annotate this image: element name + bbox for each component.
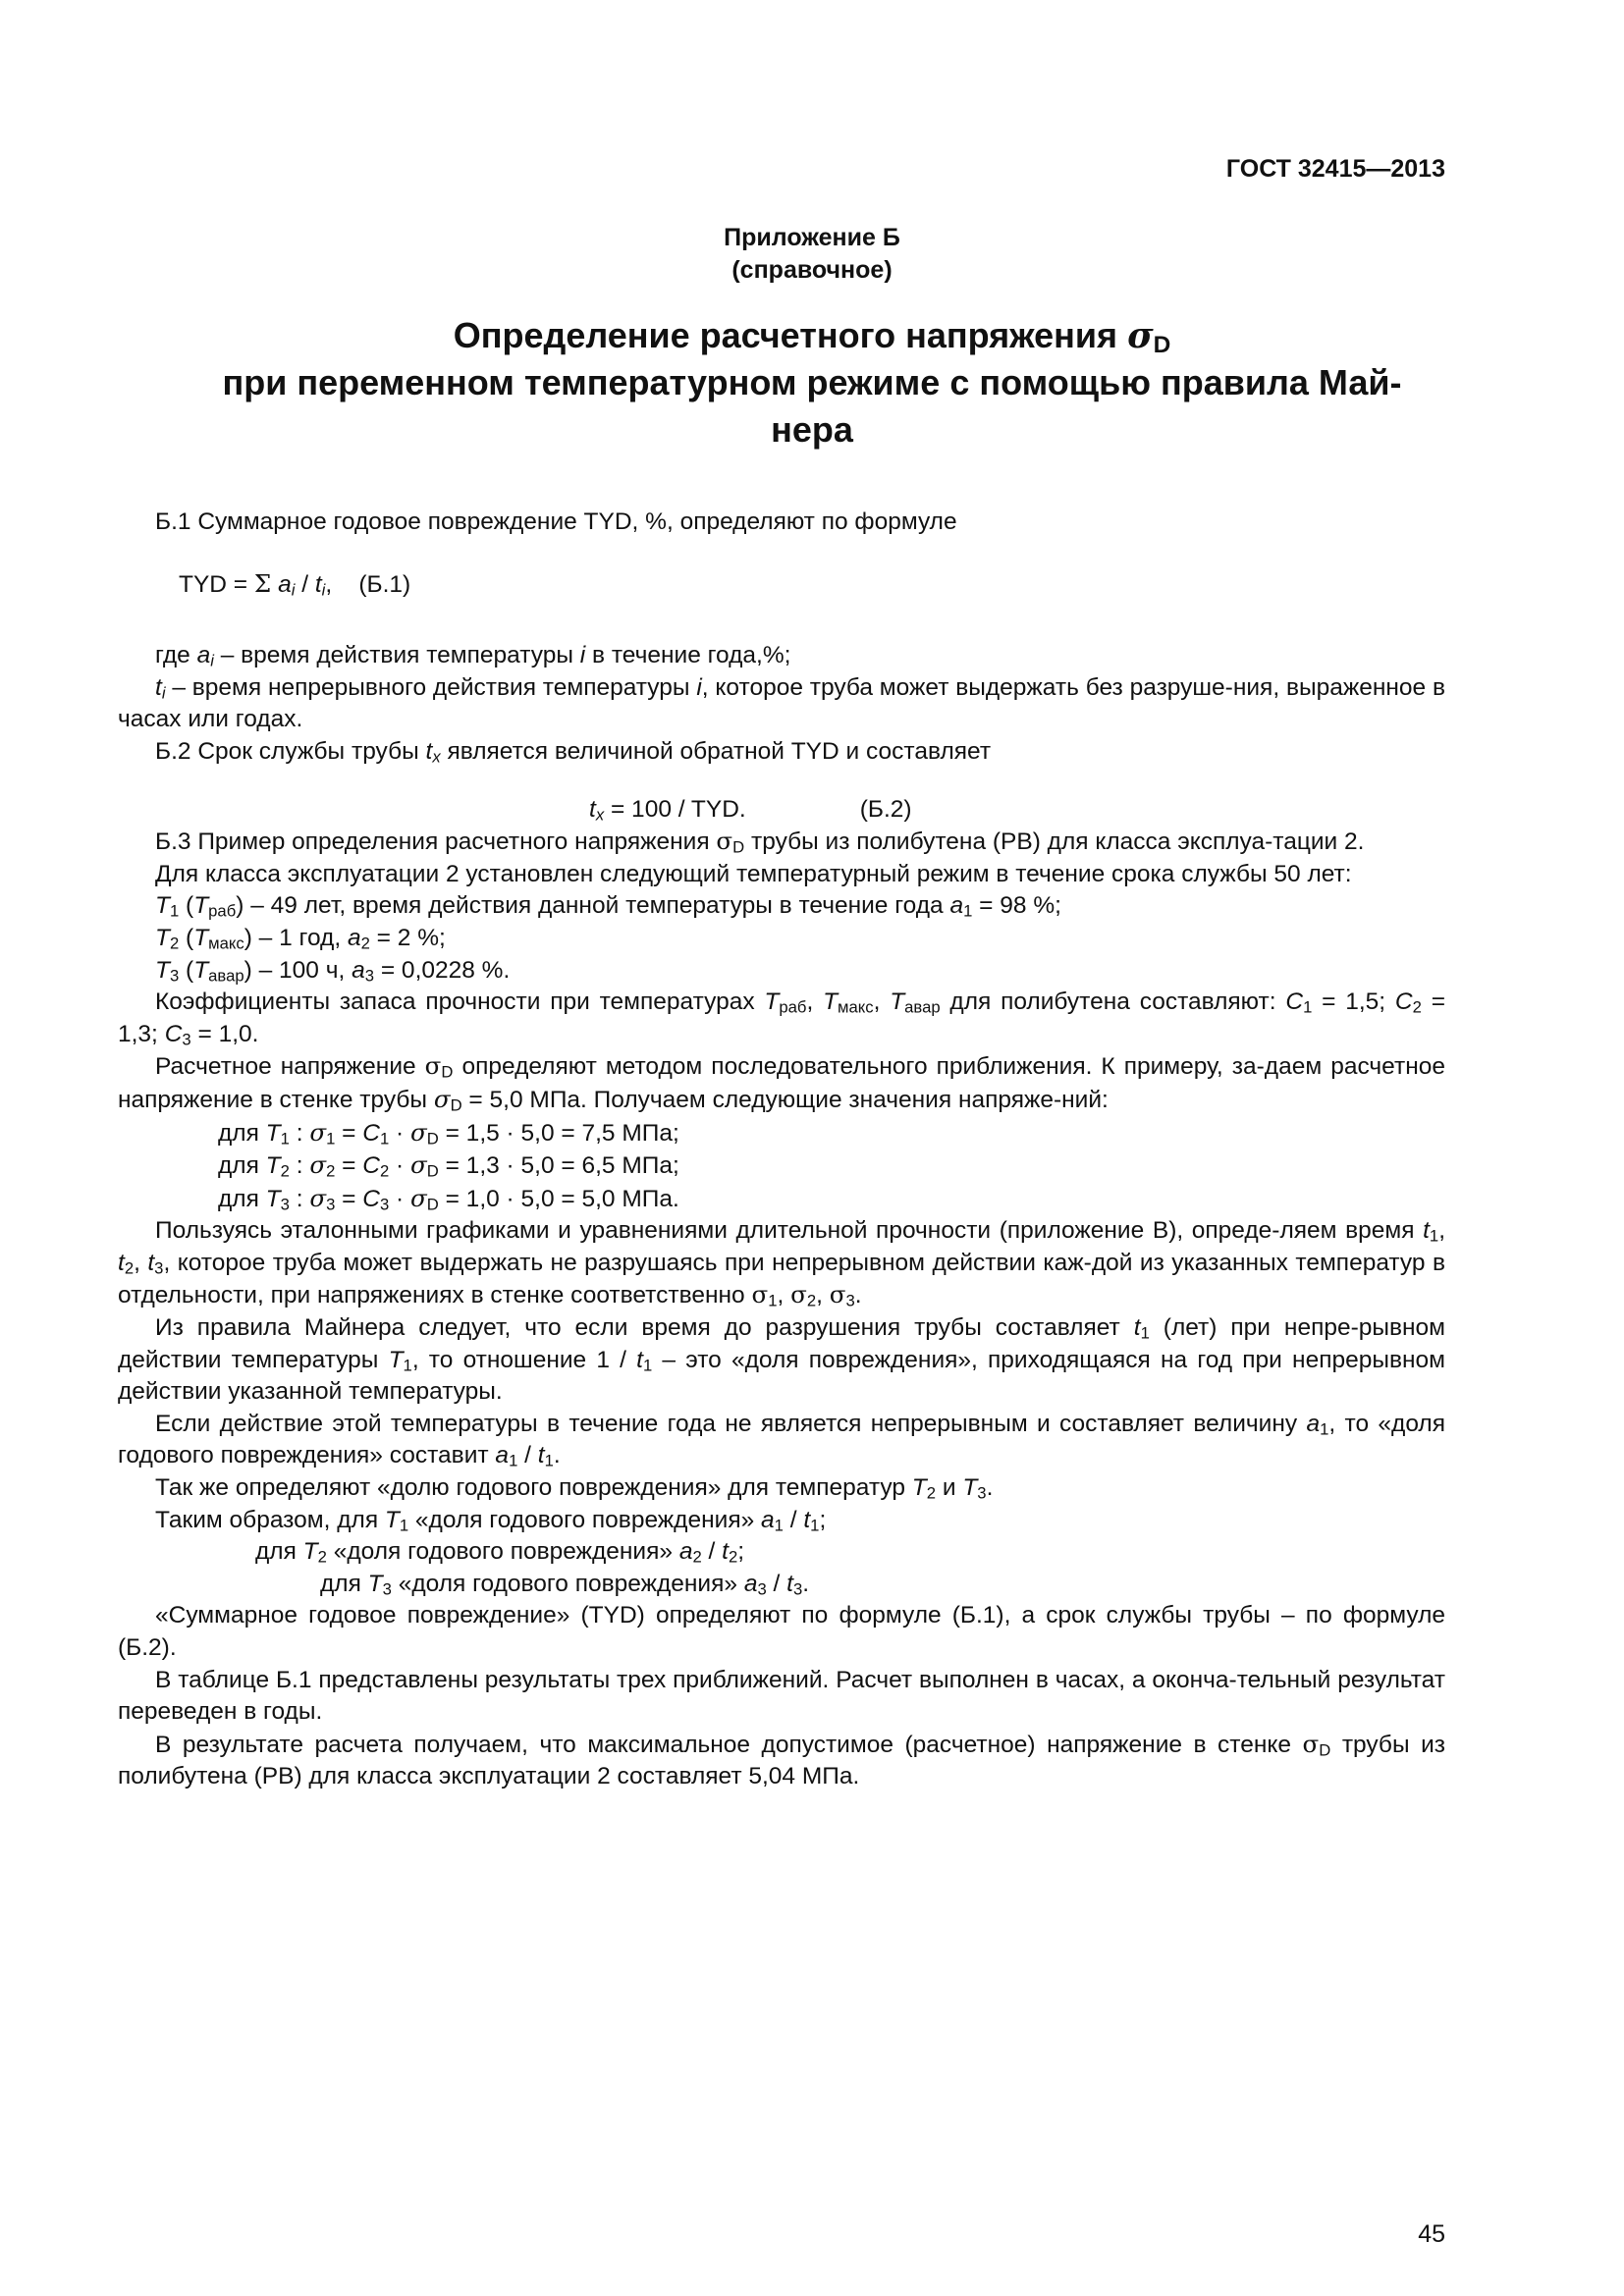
document-code: ГОСТ 32415—2013 — [1225, 155, 1445, 183]
formula-b1: TYD = Σ $a_i / t_i$, (Б.1) — [179, 568, 411, 599]
paragraph-coefficients: Коэффициенты запаса прочности при температурах $T_{раб}$, $T_{макс}$, $T_{авар}$ для полибутена составляют: $C_1 = 1,5$; $C_2 = 1,3$; $C_3 = 1,0$. — [118, 988, 1446, 1049]
where-a: где $a_i$ – время действия температуры i в течение года,%; — [155, 642, 791, 670]
sigma-2-line: для $T_2$ : $\sigma_2 = C_2 \cdot \sigma_D = 1,3 \cdot 5,0 = 6,5$ МПа; — [218, 1150, 679, 1181]
formula-b2: $t_x = 100$ / TYD. (Б.2) — [589, 795, 912, 824]
sigma-1-line: для $T_1$ : $\sigma_1 = C_1 \cdot \sigma_D = 1,5 \cdot 5,0 = 7,5$ МПа; — [218, 1117, 679, 1148]
paragraph-approximation: Расчетное напряжение $\sigma_D$ определяют методом последовательного приближения. К примеру, за-даем расчетное напряжение в стенке трубы $\sigma_D = 5,0$ МПа. Получаем следующие значения напряже-ний: — [118, 1051, 1446, 1115]
share-t3: для $T_3$ «доля годового повреждения» $a_3 / t_3$. — [320, 1570, 810, 1599]
where-t: $t_i$ – время непрерывного действия температуры i, которое труба может выдержать без разруше-ния, выраженное в часах или годах. — [118, 673, 1445, 733]
page-number: 45 — [1418, 2220, 1445, 2248]
appendix-label: Приложение Б — [724, 224, 900, 251]
temp-t1: $T_1$ $(T_{раб}) - 49$ лет, время действия данной температуры в течение года $a_1 = 98$ %; — [155, 892, 1061, 921]
document-body — [118, 507, 1445, 1793]
paragraph-noncontinuous: Если действие этой температуры в течение года не является непрерывным и составляет величину $a_1$, то «доля годового повреждения» составит $a_1 / t_1$. — [118, 1410, 1445, 1470]
paragraph-sum: «Суммарное годовое повреждение» (TYD) определяют по формуле (Б.1), а срок службы трубы – по формуле (Б.2). — [118, 1602, 1445, 1661]
temp-t2: $T_2$ $(T_{макс}) - 1$ год, $a_2 = 2$ %; — [155, 924, 446, 953]
paragraph-same: Так же определяют «долю годового повреждения» для температур $T_2$ и $T_3$. — [155, 1474, 994, 1503]
title-line-2: при переменном температурном режиме с помощью правила Май- — [222, 362, 1402, 402]
paragraph-b2: Б.2 Срок службы трубы $t_x$ является величиной обратной TYD и составляет — [155, 737, 992, 767]
appendix-kind: (справочное) — [731, 256, 893, 284]
temp-t3: $T_3$ $(T_{авар}) - 100$ ч, $a_3 = 0,0228$ %. — [155, 956, 511, 985]
paragraph-b3: Б.3 Пример определения расчетного напряжения $\sigma_D$ трубы из полибутена (PB) для класса эксплуа-тации 2. — [155, 827, 1365, 857]
share-t2: для $T_2$ «доля годового повреждения» $a_2 / t_2$; — [255, 1538, 745, 1567]
paragraph-table: В таблице Б.1 представлены результаты трех приближений. Расчет выполнен в часах, а оконча-тельный результат переведен в годы. — [118, 1666, 1445, 1726]
main-title — [108, 312, 1516, 454]
paragraph-miner: Из правила Майнера следует, что если время до разрушения трубы составляет $t_1$ (лет) при непре-рывном действии температуры $T_1$, то отношение $1 / t_1$ – это «доля повреждения», приходящаяся на год при непрерывном действии указанной температуры. — [118, 1314, 1445, 1406]
paragraph-class2: Для класса эксплуатации 2 установлен следующий температурный режим в течение срока службы 50 лет: — [155, 860, 1352, 887]
title-line-3: нера — [771, 409, 853, 450]
appendix-heading — [0, 222, 1624, 287]
paragraph-b1: Б.1 Суммарное годовое повреждение TYD, %, определяют по формуле — [155, 508, 957, 535]
paragraph-result: В результате расчета получаем, что максимальное допустимое (расчетное) напряжение в стенке $\sigma_D$ трубы из полибутена (PB) для класса эксплуатации 2 составляет 5,04 МПа. — [118, 1729, 1445, 1790]
paragraph-graphs: Пользуясь эталонными графиками и уравнениями длительной прочности (приложение В), опреде-ляем время $t_1$, $t_2$, $t_3$, которое труба может выдержать не разрушаясь при непрерывном действии каж-дой из указанных температур в отдельности, при напряжениях в стенке соответственно $\sigma_1$, $\sigma_2$, $\sigma_3$. — [118, 1217, 1445, 1310]
paragraph-thus: Таким образом, для $T_1$ «доля годового повреждения» $a_1 / t_1$; — [155, 1506, 827, 1534]
title-line-1: Определение расчетного напряжения $\sigma_D$ — [453, 315, 1171, 358]
sigma-3-line: для $T_3$ : $\sigma_3 = C_3 \cdot \sigma_D = 1,0 \cdot 5,0 = 5,0$ МПа. — [218, 1183, 679, 1214]
